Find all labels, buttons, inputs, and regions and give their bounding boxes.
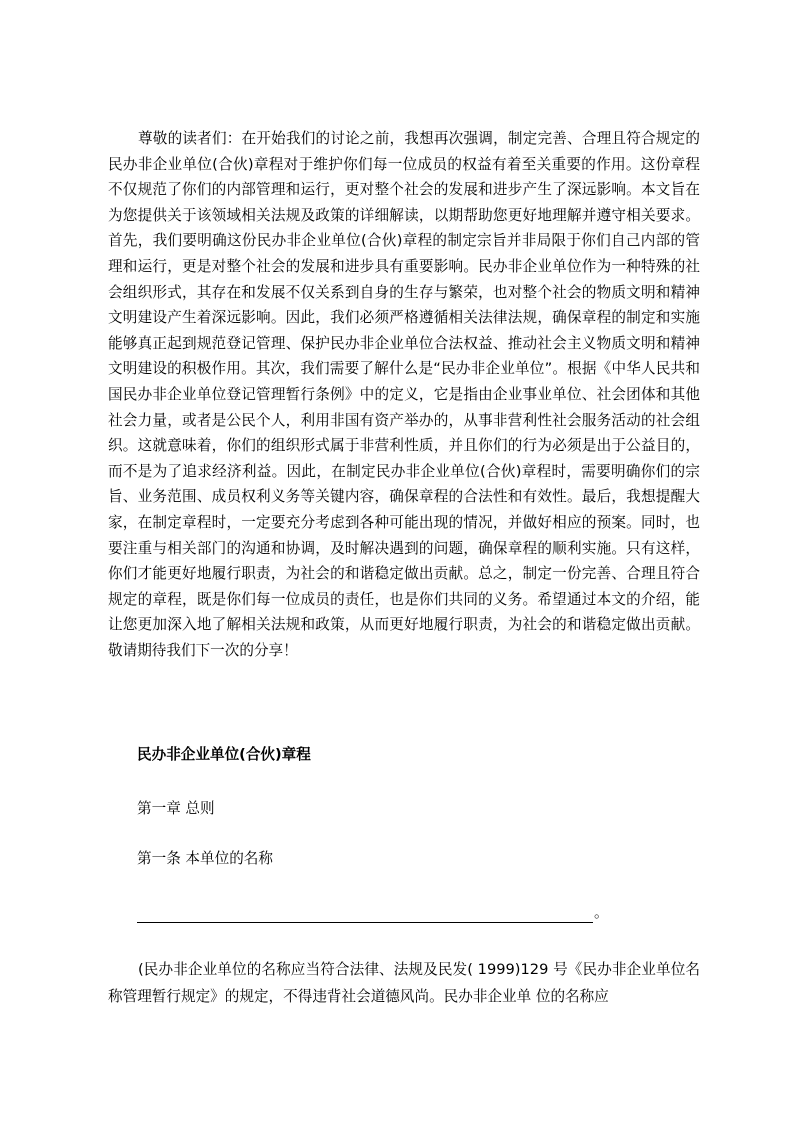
- name-fill-in-blank: [137, 903, 609, 923]
- blank-underline: [137, 908, 593, 923]
- article-heading: 第一条 本单位的名称: [137, 850, 273, 867]
- chapter-heading: 第一章 总则: [137, 800, 215, 817]
- intro-paragraph: 尊敬的读者们：在开始我们的讨论之前，我想再次强调，制定完善、合理且符合规定的民办非企业单位(合伙)章程对于维护你们每一位成员的权益有着至关重要的作用。这份章程不仅规范了你们的内部管理和运行，更对整个社会的发展和进步产生了深远影响。本文旨在为您提供关于该领域相关法规及政策的详细解读，以期帮助您更好地理解并遵守相关要求。首先，我们要明确这份民办非企业单位(合伙)章程的制定宗旨并非局限于你们自己内部的管理和运行，更是对整个社会的发展和进步具有重要影响。民办非企业单位作为一种特殊的社会组织形式，其存在和发展不仅关系到自身的生存与繁荣，也对整个社会的物质文明和精神文明建设产生着深远影响。因此，我们必须严格遵循相关法律法规，确保章程的制定和实施能够真正起到规范登记管理、保护民办非企业单位合法权益、推动社会主义物质文明和精神文明建设的积极作用。其次，我们需要了解什么是“民办非企业单位”。根据《中华人民共和国民办非企业单位登记管理暂行条例》中的定义，它是指由企业事业单位、社会团体和其他社会力量，或者是公民个人，利用非国有资产举办的，从事非营利性社会服务活动的社会组织。这就意味着，你们的组织形式属于非营利性质，并且你们的行为必须是出于公益目的，而不是为了追求经济利益。因此，在制定民办非企业单位(合伙)章程时，需要明确你们的宗旨、业务范围、成员权利义务等关键内容，确保章程的合法性和有效性。最后，我想提醒大家，在制定章程时，一定要充分考虑到各种可能出现的情况，并做好相应的预案。同时，也要注重与相关部门的沟通和协调，及时解决遇到的问题，确保章程的顺利实施。只有这样，你们才能更好地履行职责，为社会的和谐稳定做出贡献。总之，制定一份完善、合理且符合规定的章程，既是你们每一位成员的责任，也是你们共同的义务。希望通过本文的介绍，能让您更加深入地了解相关法规和政策，从而更好地履行职责，为社会的和谐稳定做出贡献。敬请期待我们下一次的分享！: [108, 130, 700, 659]
- blank-period: 。: [594, 904, 609, 921]
- name-requirement-note: (民办非企业单位的名称应当符合法律、法规及民发( 1999)129 号《民办非企业单位名称管理暂行规定》的规定，不得违背社会道德风尚。民办非企业单 位的名称应: [108, 961, 700, 1005]
- document-title: 民办非企业单位(合伙)章程: [137, 746, 311, 763]
